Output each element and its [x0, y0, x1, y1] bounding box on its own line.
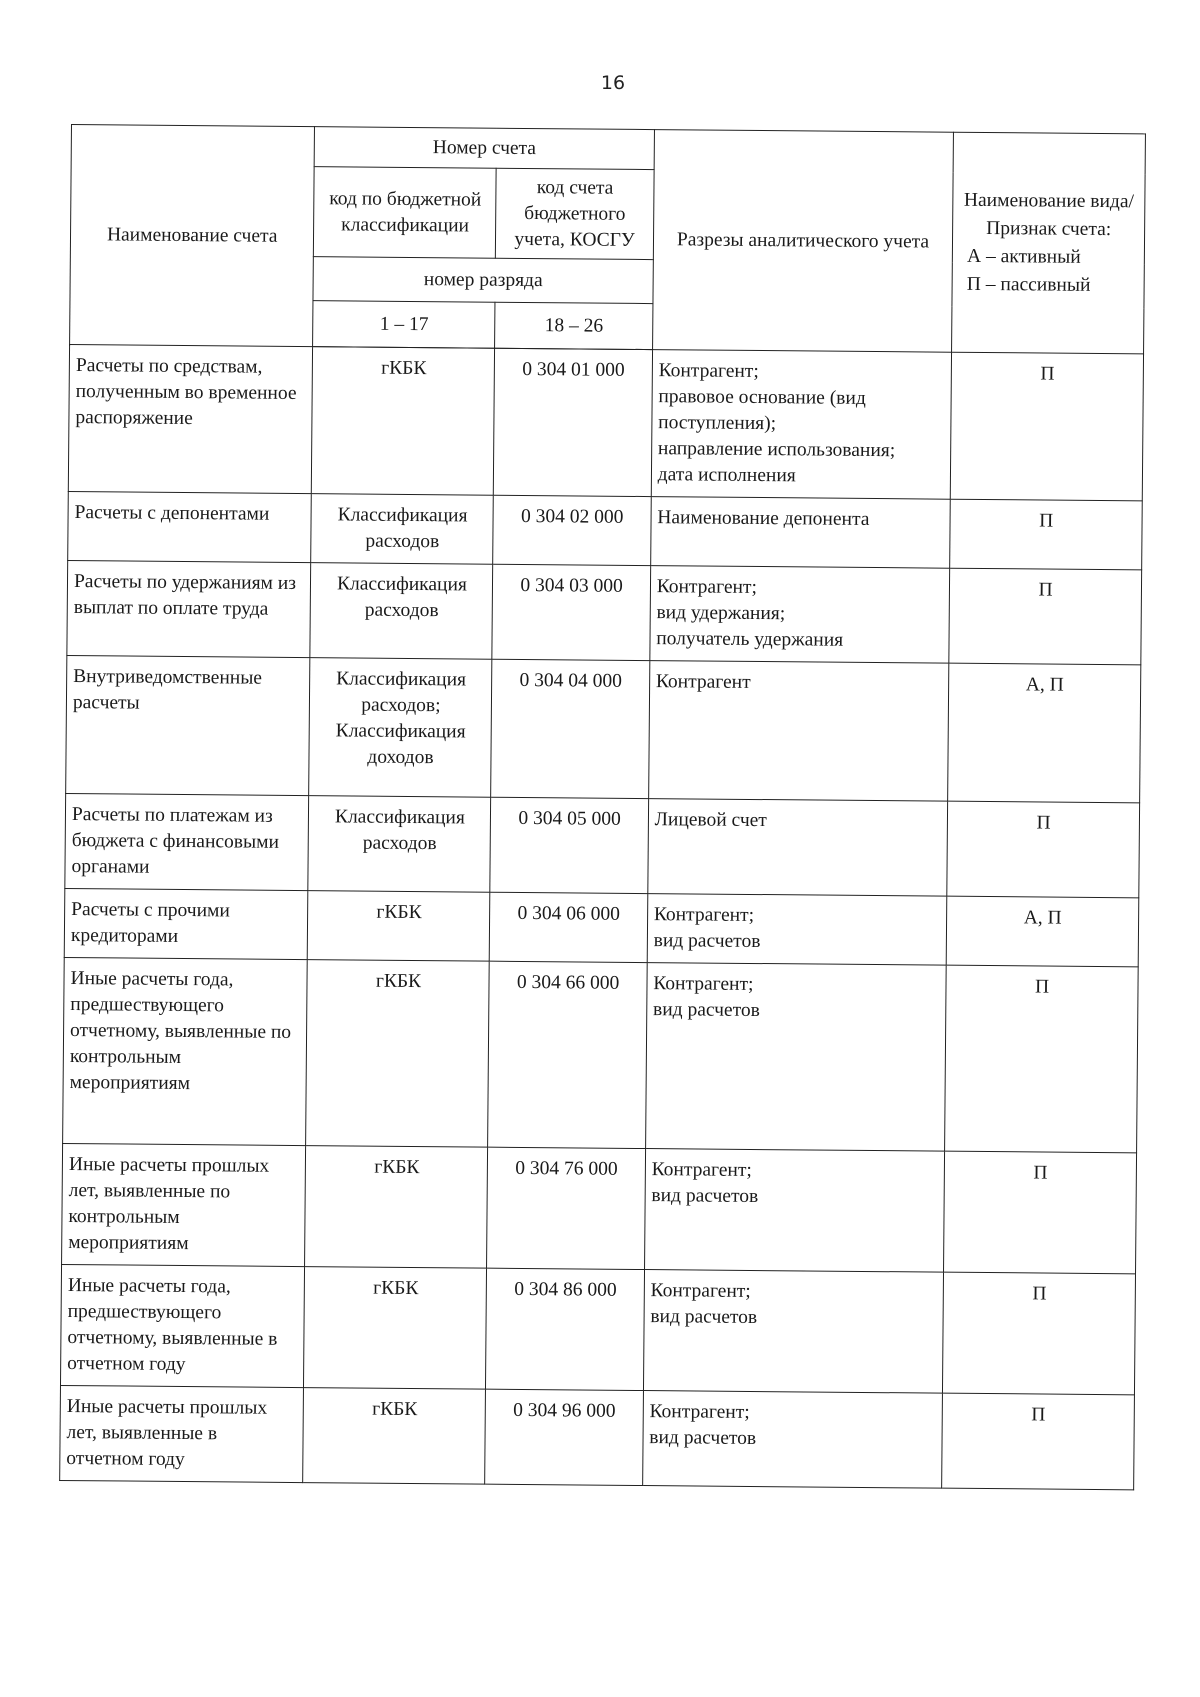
header-attribute-title: Наименование вида/Признак счета: [963, 189, 1135, 240]
header-analytics: Разрезы аналитического учета [652, 130, 953, 353]
account-name-cell: Расчеты по удержаниям из выплат по оплате труда [67, 560, 311, 657]
account-sign-cell: А, П [946, 896, 1138, 967]
analytics-line: Контрагент; [649, 1401, 750, 1423]
analytics-cell [648, 799, 948, 897]
account-name-cell: Расчеты с депонентами [68, 491, 312, 562]
page-number: 16 [600, 72, 626, 94]
table-row [66, 655, 1141, 802]
table-row [60, 1385, 1135, 1489]
account-sign-cell: П [950, 352, 1143, 501]
table-row [62, 1143, 1137, 1273]
kbk-cell: гКБК [305, 1146, 488, 1269]
account-code-cell: 0 304 01 000 [494, 348, 653, 496]
analytics-line: правовое основание (вид поступления); [658, 386, 866, 435]
analytics-line: Контрагент; [658, 360, 759, 383]
account-code-cell: 0 304 96 000 [485, 1389, 643, 1485]
header-digits-18-26: 18 – 26 [495, 302, 653, 349]
table-row [60, 1264, 1135, 1394]
kbk-cell: Классификация расходов [311, 494, 494, 565]
accounts-table [59, 124, 1146, 1490]
table-row [64, 888, 1139, 966]
accounts-table-sheet [59, 124, 1146, 1490]
account-code-cell: 0 304 03 000 [492, 564, 650, 660]
account-code-cell: 0 304 04 000 [491, 659, 649, 798]
analytics-line: вид расчетов [649, 1427, 757, 1450]
header-account-name: Наименование счета [70, 125, 315, 347]
table-row [68, 491, 1143, 569]
account-code-cell: 0 304 66 000 [488, 961, 647, 1148]
header-attribute-passive: П – пассивный [966, 273, 1091, 296]
kbk-cell: Классификация расходов; Классификация доходов [309, 658, 492, 798]
table-row [63, 957, 1139, 1152]
header-digits-1-17: 1 – 17 [313, 301, 495, 349]
account-name-cell: Расчеты с прочими кредиторами [64, 888, 308, 959]
analytics-cell [647, 894, 947, 966]
account-name-cell: Внутриведомственные расчеты [66, 655, 311, 795]
kbk-cell: Классификация расходов [308, 796, 491, 893]
account-code-cell: 0 304 76 000 [487, 1147, 645, 1269]
header-digit-number: номер разряда [313, 257, 653, 304]
analytics-line: Лицевой счет [654, 809, 767, 832]
account-sign-cell: П [944, 1151, 1137, 1274]
analytics-line: Контрагент; [650, 1280, 751, 1302]
account-code-cell: 0 304 05 000 [490, 797, 648, 893]
header-attribute [952, 132, 1146, 354]
account-code-cell: 0 304 06 000 [490, 892, 648, 962]
account-name-cell: Иные расчеты прошлых лет, выявленные в отчетном году [60, 1385, 304, 1482]
analytics-cell [650, 566, 950, 664]
analytics-line: дата исполнения [657, 464, 796, 487]
analytics-line: Контрагент; [653, 973, 754, 995]
analytics-line: Контрагент; [651, 1159, 752, 1181]
account-sign-cell: А, П [948, 663, 1141, 803]
analytics-cell [650, 497, 950, 569]
kbk-cell: гКБК [306, 960, 490, 1148]
account-name-cell: Иные расчеты прошлых лет, выявленные по контрольным мероприятиям [62, 1143, 306, 1266]
account-sign-cell: П [942, 1393, 1135, 1490]
header-kbk-code: код по бюджетной классификации [314, 167, 497, 259]
account-sign-cell: П [950, 499, 1142, 570]
analytics-line: вид расчетов [651, 1185, 759, 1208]
header-account-number: Номер счета [315, 127, 655, 170]
analytics-line: направление использования; [657, 438, 896, 462]
table-row [67, 560, 1142, 664]
kbk-cell: гКБК [304, 1267, 487, 1390]
account-name-cell: Иные расчеты года, предшествующего отчетному, выявленные по контрольным мероприятиям [63, 957, 308, 1145]
account-sign-cell: П [947, 801, 1140, 898]
account-sign-cell: П [943, 1272, 1136, 1395]
account-code-cell: 0 304 02 000 [493, 495, 651, 565]
account-name-cell: Расчеты по средствам, полученным во временное распоряжение [68, 344, 313, 493]
table-row [65, 793, 1140, 897]
analytics-line: Контрагент; [656, 576, 758, 599]
table-header [70, 125, 1146, 354]
analytics-cell [645, 963, 946, 1152]
account-code-cell: 0 304 86 000 [486, 1268, 644, 1390]
account-sign-cell: П [949, 568, 1142, 665]
analytics-line: вид расчетов [653, 930, 761, 953]
analytics-cell [651, 350, 952, 500]
kbk-cell: гКБК [312, 347, 495, 496]
analytics-line: вид расчетов [652, 999, 760, 1022]
analytics-line: Контрагент; [653, 904, 755, 926]
kbk-cell: гКБК [303, 1388, 486, 1485]
analytics-line: вид расчетов [650, 1306, 758, 1329]
table-row [68, 344, 1143, 500]
analytics-line: вид удержания; [656, 602, 786, 625]
analytics-cell [648, 661, 949, 802]
analytics-cell [643, 1270, 943, 1394]
analytics-cell [642, 1391, 942, 1489]
table-body [60, 344, 1144, 1489]
kbk-cell: Классификация расходов [310, 563, 493, 660]
analytics-line: Контрагент [655, 671, 751, 693]
account-name-cell: Расчеты по платежам из бюджета с финансовыми органами [65, 793, 309, 890]
account-sign-cell: П [945, 965, 1138, 1153]
analytics-cell [644, 1149, 944, 1273]
analytics-line: Наименование депонента [657, 507, 870, 530]
account-name-cell: Иные расчеты года, предшествующего отчетному, выявленные в отчетном году [60, 1264, 304, 1387]
kbk-cell: гКБК [308, 891, 491, 962]
header-accounting-code: код счета бюджетного учета, КОСГУ [496, 168, 654, 259]
analytics-line: получатель удержания [656, 628, 844, 651]
header-attribute-active: А – активный [967, 245, 1081, 268]
